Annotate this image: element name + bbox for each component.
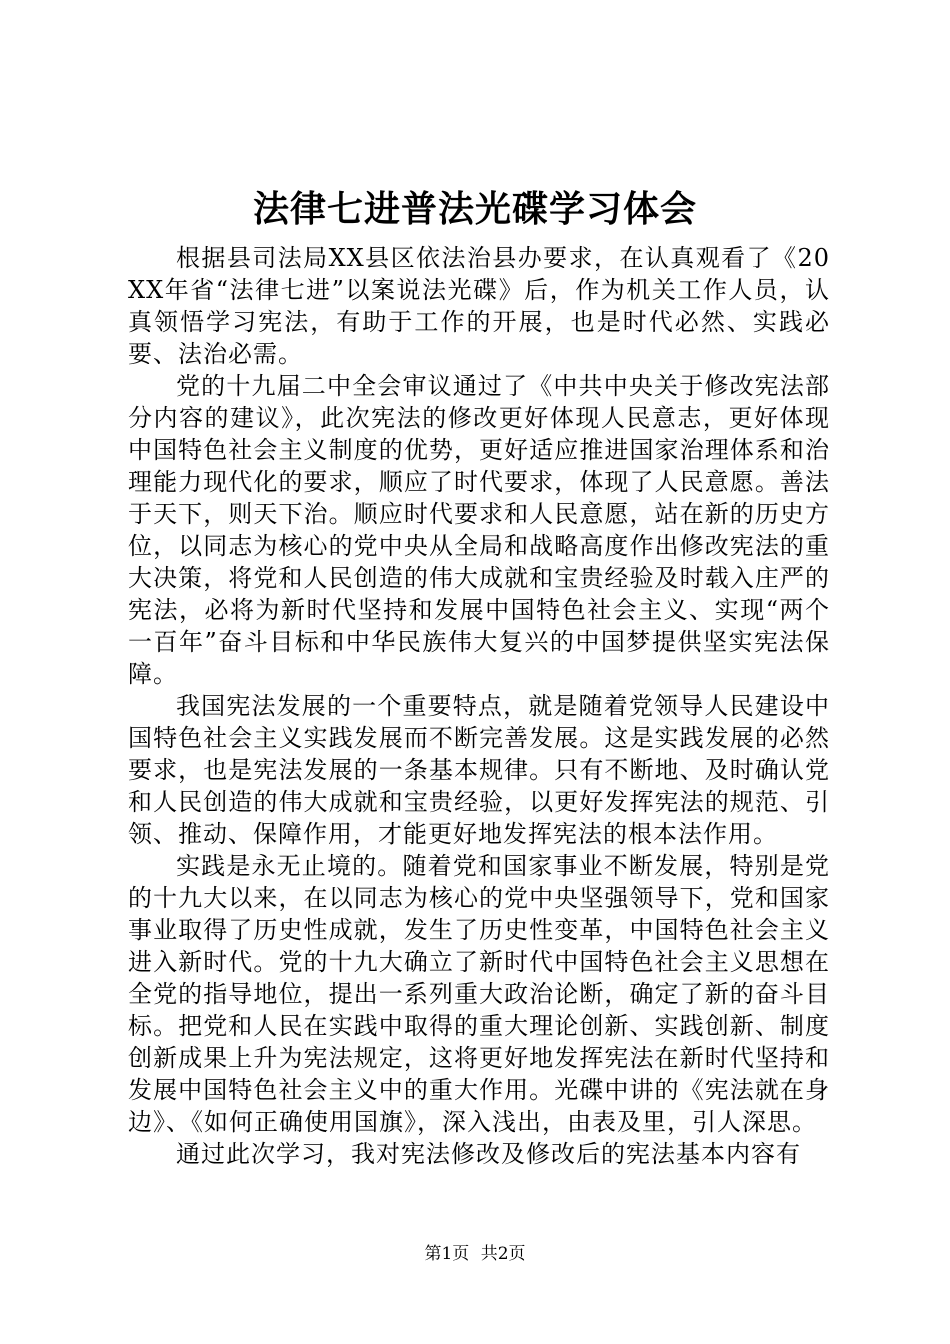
page-number-current: 第1页 [424,1244,470,1264]
document-body [128,242,830,1170]
paragraph-4: 实践是永无止境的。随着党和国家事业不断发展，特别是党的十九大以来，在以同志为核心的党中央坚强领导下，党和国家事业取得了历史性成就，发生了历史性变革，中国特色社会主义进入新时代。党的十九大确立了新时代中国特色社会主义思想在全党的指导地位，提出一系列重大政治论断，确定了新的奋斗目标。把党和人民在实践中取得的重大理论创新、实践创新、制度创新成果上升为宪法规定，这将更好地发挥宪法在新时代坚持和发展中国特色社会主义中的重大作用。光碟中讲的《宪法就在身边》、《如何正确使用国旗》，深入浅出，由表及里，引人深思。 [128,852,830,1136]
paragraph-5: 通过此次学习，我对宪法修改及修改后的宪法基本内容有 [176,1140,801,1168]
paragraph-2: 党的十九届二中全会审议通过了《中共中央关于修改宪法部分内容的建议》，此次宪法的修改更好体现人民意志，更好体现中国特色社会主义制度的优势，更好适应推进国家治理体系和治理能力现代化的要求，顺应了时代要求，体现了人民意愿。善法于天下，则天下治。顺应时代要求和人民意愿，站在新的历史方位，以同志为核心的党中央从全局和战略高度作出修改宪法的重大决策，将党和人民创造的伟大成就和宝贵经验及时载入庄严的宪法，必将为新时代坚持和发展中国特色社会主义、实现“两个一百年”奋斗目标和中华民族伟大复兴的中国梦提供坚实宪法保障。 [128,372,830,688]
document-title: 法律七进普法光碟学习体会 [252,188,697,230]
paragraph-1: 根据县司法局XX县区依法治县办要求，在认真观看了《20XX年省“法律七进”以案说法光碟》后，作为机关工作人员，认真领悟学习宪法，有助于工作的开展，也是时代必然、实践必要、法治必需。 [128,244,830,368]
page-footer [0,1243,950,1265]
paragraph-3: 我国宪法发展的一个重要特点，就是随着党领导人民建设中国特色社会主义实践发展而不断完善发展。这是实践发展的必然要求，也是宪法发展的一条基本规律。只有不断地、及时确认党和人民创造的伟大成就和宝贵经验，以更好发挥宪法的规范、引领、推动、保障作用，才能更好地发挥宪法的根本法作用。 [128,692,830,848]
page-number-total: 共2页 [480,1244,526,1264]
